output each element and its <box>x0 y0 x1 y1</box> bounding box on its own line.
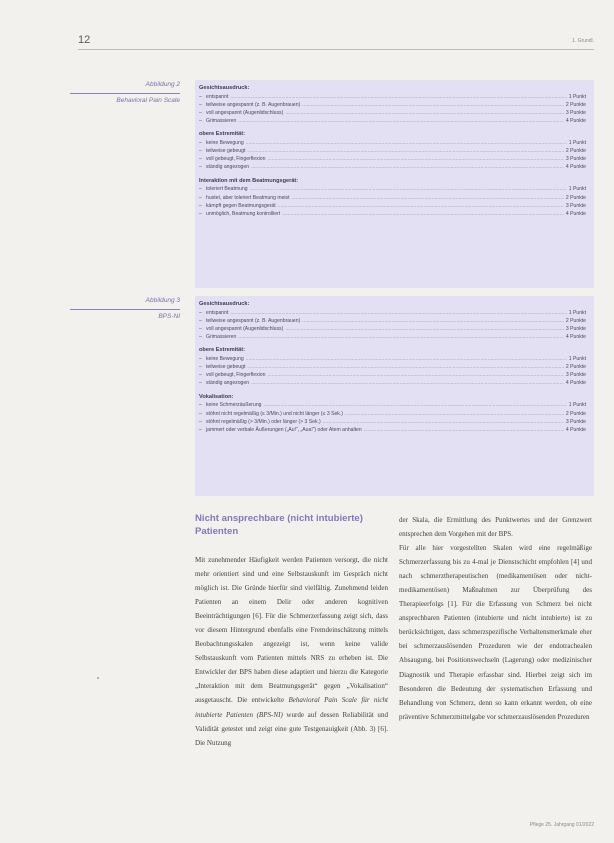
section-title: Vokalisation: <box>199 393 234 400</box>
figure-2-caption: BPS-NI <box>158 313 180 321</box>
dot-leader <box>251 163 564 171</box>
item-text: teilweise angespannt (z. B. Augenbrauen) <box>206 317 301 324</box>
bullet-dash: – <box>199 410 202 417</box>
scale-item <box>199 355 586 363</box>
figure-1-sidebar <box>70 80 180 106</box>
bullet-dash: – <box>199 186 202 193</box>
item-points: 1 Punkt <box>568 93 586 100</box>
dot-leader <box>230 93 566 101</box>
dot-leader <box>292 194 564 202</box>
dot-leader <box>323 418 564 426</box>
scale-item <box>199 401 586 409</box>
scale-item <box>199 333 586 341</box>
dot-leader <box>282 210 564 218</box>
item-points: 1 Punkt <box>568 309 586 316</box>
scale-item <box>199 93 586 101</box>
section-title: obere Extremität: <box>199 131 246 138</box>
item-points: 2 Punkte <box>565 410 586 417</box>
item-points: 4 Punkte <box>565 210 586 217</box>
scale-item <box>199 418 586 426</box>
item-text: ständig angezogen <box>206 164 250 171</box>
bullet-dash: – <box>199 317 202 324</box>
item-text: keine Schmerzäußerung <box>206 402 262 409</box>
item-text: entspannt <box>206 93 229 100</box>
bullet-dash: – <box>199 118 202 125</box>
item-text: entspannt <box>206 309 229 316</box>
chapter-label: 1. Grundl. <box>572 38 594 44</box>
item-text: Grimassieren <box>206 118 237 125</box>
dot-leader <box>230 309 566 317</box>
item-text: stöhnt regelmäßig (> 3/Min.) oder länger (> 3 Sek.) <box>206 418 321 425</box>
item-text: unmöglich, Beatmung kontrolliert <box>206 210 281 217</box>
bullet-dash: – <box>199 380 202 387</box>
scale-item <box>199 185 586 193</box>
item-points: 4 Punkte <box>565 164 586 171</box>
dot-leader <box>247 363 564 371</box>
item-points: 3 Punkte <box>565 326 586 333</box>
dot-leader <box>267 371 563 379</box>
bullet-dash: – <box>199 326 202 333</box>
bullet-dash: – <box>199 93 202 100</box>
item-points: 1 Punkt <box>568 356 586 363</box>
item-text: ständig angezogen <box>206 380 250 387</box>
scale-item <box>199 101 586 109</box>
figure-2-box <box>195 296 594 496</box>
bullet-dash: – <box>199 202 202 209</box>
item-points: 2 Punkte <box>565 148 586 155</box>
scale-section <box>199 84 586 125</box>
column-right <box>399 513 592 724</box>
scale-section <box>199 177 586 218</box>
item-text: stöhnt nicht regelmäßig (≤ 3/Min.) und nicht länger (≤ 3 Sek.) <box>206 410 343 417</box>
section-title: Gesichtsausdruck: <box>199 85 250 91</box>
item-points: 3 Punkte <box>565 202 586 209</box>
section-title: obere Extremität: <box>199 347 246 354</box>
item-points: 4 Punkte <box>565 426 586 433</box>
bullet-dash: – <box>199 164 202 171</box>
item-text: voll gebeugt, Fingerflexion <box>206 156 266 163</box>
item-points: 3 Punkte <box>565 372 586 379</box>
scale-item <box>199 410 586 418</box>
scale-item <box>199 147 586 155</box>
item-text: jammert oder verbale Äußerungen („Au!“, „Aua!“) oder Atem anhalten <box>206 426 362 433</box>
body-text: wurde auf dessen Reliabilität und Validität getestet und zeigt eine gute Testgenauigkeit (Abb. 3) [6]. Die Nutzung <box>195 710 388 747</box>
item-points: 2 Punkte <box>565 101 586 108</box>
scale-section <box>199 393 586 434</box>
bullet-dash: – <box>199 334 202 341</box>
dot-leader <box>251 379 564 387</box>
dot-leader <box>238 117 564 125</box>
section-heading: Nicht ansprechbare (nicht intubierte) Patienten <box>195 513 363 537</box>
scale-item <box>199 155 586 163</box>
figure-2-sidebar <box>70 296 180 322</box>
dot-leader <box>364 426 564 434</box>
item-text: voll angespannt (Augenlidschluss) <box>206 326 284 333</box>
bullet-dash: – <box>199 110 202 117</box>
scale-item <box>199 317 586 325</box>
bullet-dash: – <box>199 101 202 108</box>
bullet-dash: – <box>199 364 202 371</box>
figure-1-label: Abbildung 2 <box>70 80 180 94</box>
item-text: Grimassieren <box>206 334 237 341</box>
dot-leader <box>267 155 563 163</box>
dot-leader <box>247 147 564 155</box>
dot-leader <box>278 202 564 210</box>
scale-item <box>199 117 586 125</box>
dot-leader <box>238 333 564 341</box>
column-left <box>195 553 388 750</box>
bullet-dash: – <box>199 194 202 201</box>
scale-item <box>199 202 586 210</box>
scale-section <box>199 346 586 387</box>
bullet-dash: – <box>199 148 202 155</box>
item-text: voll angespannt (Augenlidschluss) <box>206 110 284 117</box>
dot-leader <box>264 401 567 409</box>
page-speck <box>97 677 99 679</box>
scale-item <box>199 363 586 371</box>
scale-section <box>199 300 586 341</box>
bullet-dash: – <box>199 156 202 163</box>
scale-name: Behavioral Pain Scale für nicht intubierte Patienten (BPS-NI) <box>195 696 388 719</box>
dot-leader <box>285 109 564 117</box>
scale-section <box>199 130 586 171</box>
item-text: teilweise angespannt (z. B. Augenbrauen) <box>206 101 301 108</box>
item-points: 1 Punkt <box>568 186 586 193</box>
section-title: Interaktion mit dem Beatmungsgerät: <box>199 177 299 184</box>
body-paragraph: der Skala, die Ermittlung des Punktwertes und der Grenzwert entsprechen dem Vorgehen mit der BPS. <box>399 516 592 539</box>
figure-1-caption: Behavioral Pain Scale <box>116 97 180 105</box>
body-text: Mit zunehmender Häufigkeit werden Patienten versorgt, die nicht mehr orientiert sind und eine Selbstauskunft im Gespräch nicht möglich ist. Die Gründe hierfür sind vielfältig. Zunehmend leiden Patienten an einem Delir oder anderen kognitiven Beeinträchtigungen [6]. Für die Schmerzerfassung zeigt sich, dass vor diesem Hintergrund ebenfalls eine Fremdeinschätzung mittels Beobachtungsskalen angezeigt ist, wenn keine valide Selbstauskunft vom Patienten mittels NRS zu erheben ist. Die Entwickler der BPS haben diese adaptiert und hierzu die Kategorie „Interaktion mit dem Beatmungsgerät“ gegen „Vokalisation“ ausgetauscht. Die entwickelte <box>195 556 388 705</box>
body-paragraph: Für alle hier vorgestellten Skalen wird eine regelmäßige Schmerzerfassung bis zu 4-mal je Dienstschicht empfohlen [4] und nach schmerztherapeutischen (medikamentösen oder nicht-medikamentösen) Maßnahmen zur Überprüfung des Therapieerfolgs [1]. Für die Erfassung von Schmerz bei nicht ansprechbaren Patienten (intubierte und nicht intubierte) ist zu berücksichtigen, dass schmerzspezifische Verhaltensmerkmale eher bei schmerzauslösenden Prozeduren wie der endotrachealen Absaugung, bei Positionswechseln (Lagerung) oder medizinischer Diagnostik und Therapie erfassbar sind. Hierbei zeigt sich im Besonderen die Bedeutung der systematischen Erfassung und Behandlung von Schmerz, denn so kann erkannt werden, ob eine präventive Schmerzmittelgabe vor schmerzauslösenden Prozeduren <box>399 544 592 721</box>
item-points: 4 Punkte <box>565 118 586 125</box>
item-points: 4 Punkte <box>565 380 586 387</box>
item-points: 2 Punkte <box>565 364 586 371</box>
scale-item <box>199 379 586 387</box>
body-paragraph <box>195 553 388 750</box>
header-rule <box>78 49 594 50</box>
scale-item <box>199 309 586 317</box>
scale-item <box>199 210 586 218</box>
dot-leader <box>285 325 564 333</box>
bullet-dash: – <box>199 426 202 433</box>
dot-leader <box>302 317 564 325</box>
item-points: 2 Punkte <box>565 317 586 324</box>
dot-leader <box>250 185 567 193</box>
section-title: Gesichtsausdruck: <box>199 301 250 307</box>
item-text: kämpft gegen Beatmungsgerät <box>206 202 276 209</box>
item-text: teilweise gebeugt <box>206 148 246 155</box>
item-points: 3 Punkte <box>565 156 586 163</box>
dot-leader <box>246 355 567 363</box>
figure-2-label: Abbildung 3 <box>70 296 180 310</box>
item-text: hustet, aber toleriert Beatmung meist <box>206 194 290 201</box>
page-number: 12 <box>78 34 91 46</box>
item-points: 1 Punkt <box>568 402 586 409</box>
bullet-dash: – <box>199 356 202 363</box>
scale-item <box>199 109 586 117</box>
bullet-dash: – <box>199 418 202 425</box>
bullet-dash: – <box>199 372 202 379</box>
item-text: keine Bewegung <box>206 140 244 147</box>
item-text: keine Bewegung <box>206 356 244 363</box>
scale-item <box>199 371 586 379</box>
item-points: 3 Punkte <box>565 418 586 425</box>
dot-leader <box>345 410 564 418</box>
bullet-dash: – <box>199 210 202 217</box>
item-points: 4 Punkte <box>565 334 586 341</box>
scale-item <box>199 426 586 434</box>
item-points: 3 Punkte <box>565 110 586 117</box>
item-text: voll gebeugt, Fingerflexion <box>206 372 266 379</box>
bullet-dash: – <box>199 309 202 316</box>
scale-item <box>199 163 586 171</box>
scale-item <box>199 139 586 147</box>
scale-item <box>199 325 586 333</box>
dot-leader <box>246 139 567 147</box>
bullet-dash: – <box>199 140 202 147</box>
footer-text: Pflege 25. Jahrgang 01/2022 <box>529 822 594 828</box>
item-text: teilweise gebeugt <box>206 364 246 371</box>
item-points: 1 Punkt <box>568 140 586 147</box>
item-points: 2 Punkte <box>565 194 586 201</box>
scale-item <box>199 194 586 202</box>
dot-leader <box>302 101 564 109</box>
item-text: toleriert Beatmung <box>206 186 248 193</box>
bullet-dash: – <box>199 402 202 409</box>
figure-1-box <box>195 80 594 288</box>
